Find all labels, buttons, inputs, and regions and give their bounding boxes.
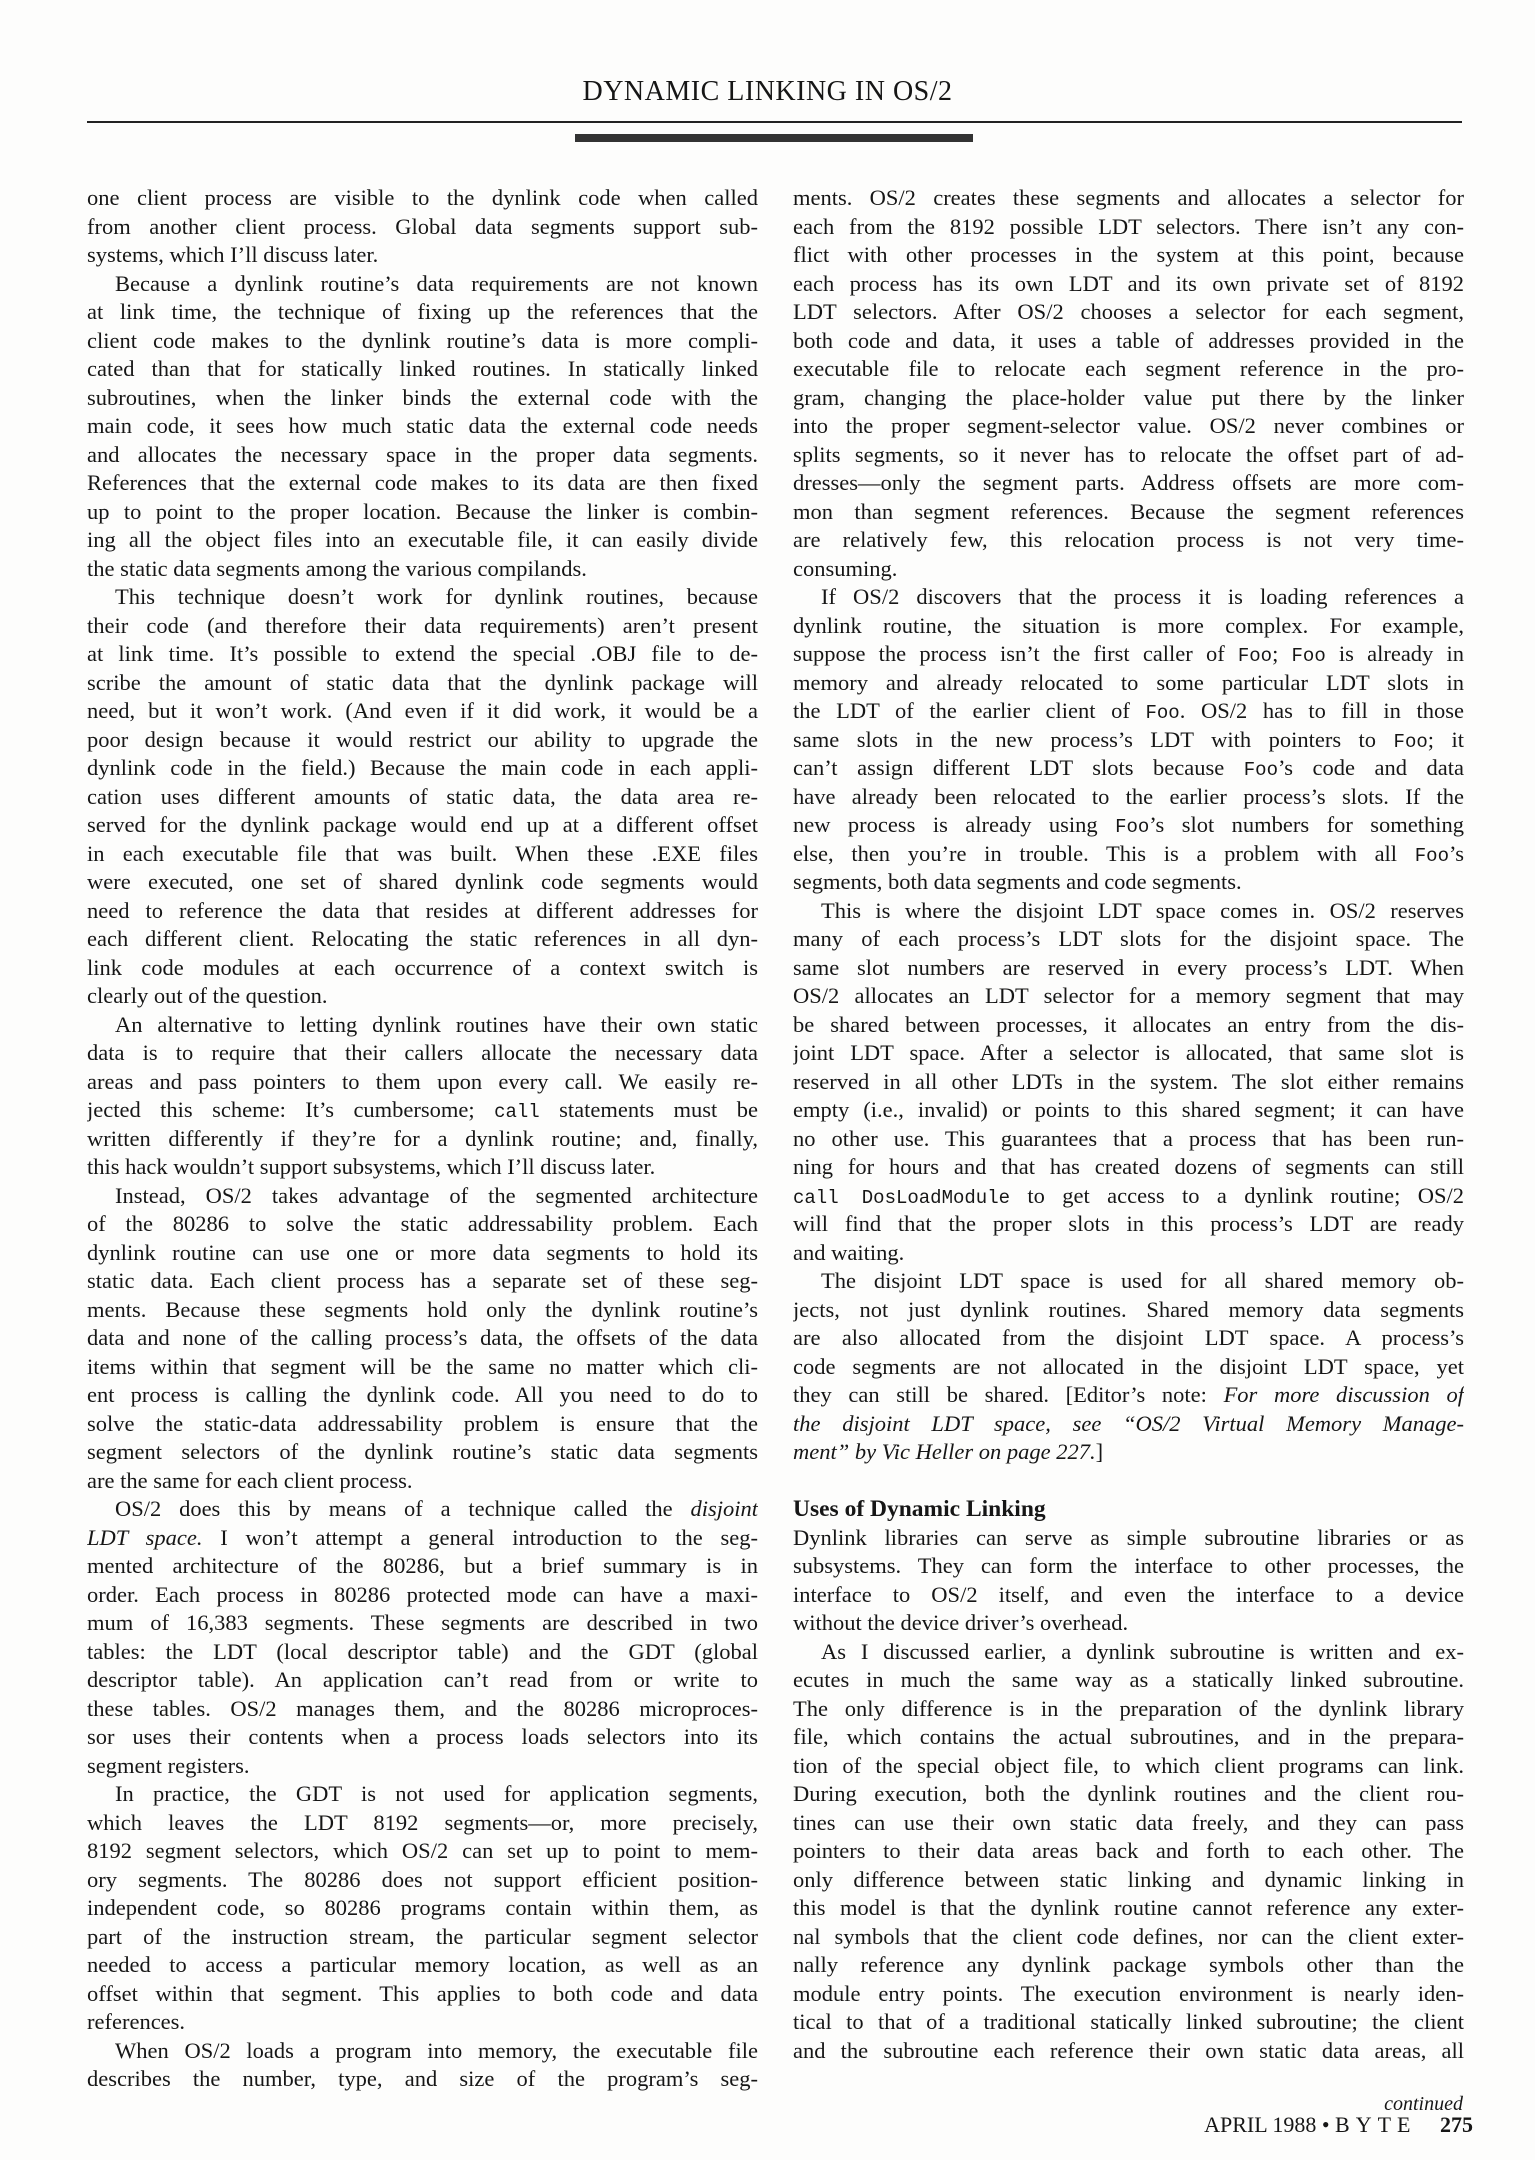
text-line: only difference between static linking and dynamic linking in (793, 1866, 1464, 1892)
text-line: nally reference any dynlink package symbols other than the (793, 1952, 1464, 1977)
italic-text: ment” by Vic Heller on page 227. (793, 1439, 1096, 1464)
text-span: same slots in the new process’s LDT with pointers to (793, 726, 1394, 752)
text-line: were executed, one set of shared dynlink code segments would (87, 869, 758, 894)
text-line: and the subroutine each reference their own static data areas, all (793, 2037, 1464, 2063)
paragraph (87, 184, 758, 270)
text-line: systems, which I’ll discuss later. (87, 242, 379, 267)
text-line: The disjoint LDT space is used for all shared memory ob- (821, 1268, 1464, 1293)
text-line: client code makes to the dynlink routine’s data is more compli- (87, 327, 758, 353)
text-line (793, 640, 1464, 669)
text-line: describes the number, type, and size of the program’s seg- (87, 2066, 758, 2091)
article-column-right (793, 184, 1464, 2065)
text-line: During execution, both the dynlink routines and the client rou- (793, 1781, 1464, 1806)
text-line: their code (and therefore their data requirements) aren’t present (87, 612, 758, 638)
paragraph (793, 184, 1464, 583)
text-line: file, which contains the actual subroutines, and in the prepara- (793, 1724, 1464, 1749)
text-line: If OS/2 discovers that the process it is loading references a (821, 584, 1464, 609)
text-line: ning for hours and that has created dozens of segments can still (793, 1154, 1464, 1179)
paragraph (87, 1182, 758, 1496)
text-line: nal symbols that the client code defines, nor can the client exter- (793, 1923, 1464, 1949)
footer-date: APRIL 1988 (1204, 2112, 1317, 2137)
section-heading: Uses of Dynamic Linking (793, 1495, 1046, 1522)
text-line (793, 726, 1464, 755)
code-text: call (494, 1101, 540, 1123)
text-line: ent process is calling the dynlink code. All you need to do to (87, 1382, 758, 1407)
text-line: This is where the disjoint LDT space comes in. OS/2 reserves (821, 897, 1464, 923)
footer-magazine: BYTE (1335, 2112, 1417, 2137)
text-line: jects, not just dynlink routines. Shared memory data segments (793, 1296, 1464, 1322)
text-span: ’s (1448, 840, 1464, 866)
text-line: needed to access a particular memory location, as well as an (87, 1952, 758, 1977)
text-line: segments, both data segments and code segments. (793, 869, 1242, 894)
text-line (793, 811, 1464, 840)
text-line: no other use. This guarantees that a process that has been run- (793, 1125, 1464, 1151)
text-line: items within that segment will be the same no matter which cli- (87, 1353, 758, 1379)
text-line: are the same for each client process. (87, 1467, 413, 1493)
text-line: scribe the amount of static data that the dynlink package will (87, 669, 758, 695)
page-footer (1204, 2112, 1473, 2138)
text-span: . OS/2 has to fill in those (1179, 698, 1464, 723)
text-line: each process has its own LDT and its own private set of 8192 (793, 270, 1464, 296)
text-line: have already been relocated to the earlier process’s slots. If the (793, 783, 1464, 809)
footer-bullet: • (1321, 2112, 1330, 2137)
text-line: at link time, the technique of fixing up the references that the (87, 299, 758, 324)
text-line: poor design because it would restrict our ability to upgrade the (87, 726, 758, 752)
text-line: static data. Each client process has a separate set of these seg- (87, 1268, 758, 1293)
text-line: cated than that for statically linked routines. In statically linked (87, 356, 758, 381)
text-line: independent code, so 80286 programs contain within them, as (87, 1895, 758, 1920)
text-line: sor uses their contents when a process loads selectors into its (87, 1724, 758, 1749)
text-line: dynlink routine can use one or more data segments to hold its (87, 1239, 758, 1265)
text-line: clearly out of the question. (87, 983, 328, 1008)
text-line: data is to require that their callers allocate the necessary data (87, 1040, 758, 1065)
text-line: LDT selectors. After OS/2 chooses a selector for each segment, (793, 299, 1464, 324)
text-span: can’t assign different LDT slots because (793, 755, 1244, 780)
text-line: be shared between processes, it allocates an entry from the dis- (793, 1011, 1464, 1037)
paragraph (87, 583, 758, 1011)
text-line: from another client process. Global data segments support sub- (87, 213, 758, 239)
code-text: Foo (1393, 730, 1428, 753)
text-line: dresses—only the segment parts. Address offsets are more com- (793, 470, 1464, 495)
text-line: tion of the special object file, to which client programs can link. (793, 1752, 1464, 1778)
text-span: statements must be (539, 1097, 758, 1122)
text-span: OS/2 does this by means of a technique called the (115, 1496, 691, 1521)
italic-text: For more discussion of (1223, 1382, 1464, 1407)
text-line: pointers to their data areas back and forth to each other. The (793, 1838, 1464, 1863)
text-line: module entry points. The execution environment is nearly iden- (793, 1980, 1464, 2006)
code-text: Foo (1237, 645, 1273, 667)
running-head-title: DYNAMIC LINKING IN OS/2 (582, 76, 953, 107)
header-accent-bar (575, 134, 973, 142)
text-line (793, 1438, 1464, 1467)
paragraph (87, 1495, 758, 1780)
text-line: are also allocated from the disjoint LDT space. A process’s (793, 1325, 1464, 1350)
text-line (793, 1182, 1464, 1211)
paragraph (793, 1267, 1464, 1467)
text-line: Because a dynlink routine’s data requirements are not known (115, 270, 758, 296)
text-line: ments. Because these segments hold only the dynlink routine’s (87, 1296, 758, 1322)
text-line: Dynlink libraries can serve as simple subroutine libraries or as (793, 1524, 1464, 1550)
text-line: many of each process’s LDT slots for the disjoint space. The (793, 926, 1464, 951)
text-span: they can still be shared. [Editor’s note: (793, 1382, 1224, 1407)
text-line (87, 1495, 758, 1524)
text-line: served for the dynlink package would end up at a different offset (87, 812, 758, 837)
paragraph (87, 1011, 758, 1182)
code-text: Foo (1145, 702, 1180, 724)
text-line: this model is that the dynlink routine cannot reference any exter- (793, 1895, 1464, 1920)
text-line: into the proper segment-selector value. OS/2 never combines or (793, 413, 1464, 438)
text-line: tables: the LDT (local descriptor table) and the GDT (global (87, 1638, 758, 1664)
text-line: ory segments. The 80286 does not support efficient position- (87, 1866, 758, 1892)
paragraph (87, 2037, 758, 2094)
text-span: ] (1095, 1439, 1104, 1464)
text-span: the LDT of the earlier client of (793, 698, 1146, 723)
text-line (793, 754, 1464, 783)
text-line: ments. OS/2 creates these segments and allocates a selector for (793, 185, 1464, 210)
text-line: will find that the proper slots in this process’s LDT are ready (793, 1211, 1464, 1236)
text-line: main code, it sees how much static data the external code needs (87, 413, 758, 438)
text-line: need to reference the data that resides at different addresses for (87, 897, 758, 923)
text-line: each from the 8192 possible LDT selectors. There isn’t any con- (793, 213, 1464, 239)
code-text: Foo (1243, 759, 1278, 781)
text-line: order. Each process in 80286 protected mode can have a maxi- (87, 1581, 758, 1607)
text-line: without the device driver’s overhead. (793, 1610, 1129, 1635)
text-span: new process is already using (793, 812, 1116, 837)
text-line: segment selectors of the dynlink routine’s static data segments (87, 1439, 758, 1464)
text-line: flict with other processes in the system at this point, because (793, 242, 1464, 267)
paragraph (87, 1780, 758, 2037)
text-line: consuming. (793, 555, 898, 581)
text-line: need, but it won’t work. (And even if it did work, it would be a (87, 698, 758, 723)
italic-text: the disjoint LDT space, see “OS/2 Virtual Memory Manage- (793, 1410, 1464, 1436)
text-line: at link time. It’s possible to extend the special .OBJ file to de- (87, 641, 758, 666)
text-line (793, 1410, 1464, 1439)
text-span: else, then you’re in trouble. This is a problem with all (793, 840, 1415, 866)
text-line: executable file to relocate each segment reference in the pro- (793, 356, 1464, 381)
code-text: Foo (1115, 816, 1150, 838)
paragraph (793, 1638, 1464, 2066)
code-text: Foo (1414, 844, 1449, 867)
text-line: up to point to the proper location. Because the linker is combin- (87, 498, 758, 524)
text-span: suppose the process isn’t the first caller of (793, 641, 1238, 666)
text-span: to get access to a dynlink routine; OS/2 (1010, 1182, 1464, 1208)
text-line (87, 1096, 758, 1125)
text-span: ; (1272, 641, 1292, 666)
text-line: When OS/2 loads a program into memory, the executable file (115, 2037, 758, 2063)
text-line: same slot numbers are reserved in every process’s LDT. When (793, 954, 1464, 980)
text-line: and waiting. (793, 1239, 905, 1265)
text-line: segment registers. (87, 1752, 250, 1778)
paragraph (793, 1524, 1464, 1638)
text-line (87, 1524, 758, 1553)
text-line: of the 80286 to solve the static addressability problem. Each (87, 1211, 758, 1236)
text-line: tical to that of a traditional statically linked subroutine; the client (793, 2009, 1464, 2034)
footer-page-number: 275 (1440, 2112, 1473, 2137)
text-line: References that the external code makes to its data are then fixed (87, 470, 758, 495)
text-line: subsystems. They can form the interface to other processes, the (793, 1553, 1464, 1578)
text-span: I won’t attempt a general introduction to the seg- (202, 1524, 758, 1550)
text-line: this hack wouldn’t support subsystems, which I’ll discuss later. (87, 1154, 656, 1179)
text-line: interface to OS/2 itself, and even the interface to a device (793, 1581, 1464, 1607)
text-line: An alternative to letting dynlink routines have their own static (115, 1011, 758, 1037)
paragraph (793, 583, 1464, 897)
text-line: cation uses different amounts of static data, the data area re- (87, 783, 758, 809)
paragraph (793, 897, 1464, 1268)
text-line: This technique doesn’t work for dynlink routines, because (115, 584, 758, 609)
text-line: solve the static-data addressability problem is ensure that the (87, 1410, 758, 1436)
text-line: reserved in all other LDTs in the system. The slot either remains (793, 1068, 1464, 1094)
text-line: The only difference is in the preparation of the dynlink library (793, 1695, 1464, 1721)
text-line: ing all the object files into an executable file, it can easily divide (87, 527, 758, 552)
text-line: one client process are visible to the dynlink code when called (87, 185, 758, 210)
text-line: data and none of the calling process’s data, the offsets of the data (87, 1325, 758, 1350)
article-column-left (87, 184, 758, 2094)
text-line: ecutes in much the same way as a statically linked subroutine. (793, 1667, 1464, 1692)
continued-note: continued (1384, 2093, 1463, 2115)
text-line: these tables. OS/2 manages them, and the 80286 microproces- (87, 1695, 758, 1721)
text-line: references. (87, 2009, 186, 2034)
text-line: code segments are not allocated in the disjoint LDT space, yet (793, 1353, 1464, 1379)
text-span: ’s code and data (1278, 755, 1464, 780)
text-line: in each executable file that was built. When these .EXE files (87, 840, 758, 866)
text-line: each different client. Relocating the static references in all dyn- (87, 926, 758, 951)
text-line: tines can use their own static data freely, and they can pass (793, 1809, 1464, 1835)
text-line: splits segments, so it never has to relocate the offset part of ad- (793, 441, 1464, 467)
text-line: 8192 segment selectors, which OS/2 can set up to point to mem- (87, 1838, 758, 1863)
italic-text: LDT space. (87, 1524, 203, 1550)
text-line: dynlink code in the field.) Because the main code in each appli- (87, 755, 758, 780)
text-line: link code modules at each occurrence of a context switch is (87, 954, 758, 980)
text-span: is already in (1325, 641, 1464, 666)
text-line: are relatively few, this relocation process is not very time- (793, 527, 1464, 552)
text-line: offset within that segment. This applies to both code and data (87, 1980, 758, 2006)
text-line: Instead, OS/2 takes advantage of the segmented architecture (115, 1182, 758, 1208)
text-line (793, 697, 1464, 726)
text-line: mum of 16,383 segments. These segments are described in two (87, 1610, 758, 1635)
paragraph (87, 270, 758, 584)
text-line: descriptor table). An application can’t read from or write to (87, 1667, 758, 1692)
text-line: empty (i.e., invalid) or points to this shared segment; it can have (793, 1097, 1464, 1122)
text-line: OS/2 allocates an LDT selector for a memory segment that may (793, 983, 1464, 1008)
code-text: Foo (1291, 645, 1326, 667)
text-line: As I discussed earlier, a dynlink subroutine is written and ex- (821, 1638, 1464, 1664)
text-line (793, 1381, 1464, 1410)
text-line: joint LDT space. After a selector is allocated, that same slot is (793, 1040, 1464, 1065)
text-line: part of the instruction stream, the particular segment selector (87, 1923, 758, 1949)
text-line: memory and already relocated to some particular LDT slots in (793, 669, 1464, 695)
italic-text: disjoint (690, 1496, 758, 1521)
text-line: and allocates the necessary space in the proper data segments. (87, 441, 758, 467)
code-text: call DosLoadModule (793, 1186, 1010, 1209)
text-line: dynlink routine, the situation is more complex. For example, (793, 612, 1464, 638)
text-line: both code and data, it uses a table of addresses provided in the (793, 327, 1464, 353)
text-line (793, 840, 1464, 869)
text-line: mon than segment references. Because the segment references (793, 498, 1464, 524)
text-span: jected this scheme: It’s cumbersome; (87, 1097, 495, 1122)
text-line: the static data segments among the various compilands. (87, 555, 587, 581)
text-line: mented architecture of the 80286, but a brief summary is in (87, 1553, 758, 1578)
text-line: subroutines, when the linker binds the external code with the (87, 384, 758, 410)
text-line: written differently if they’re for a dynlink routine; and, finally, (87, 1125, 758, 1151)
text-line: gram, changing the place-holder value put there by the linker (793, 384, 1464, 410)
text-line: areas and pass pointers to them upon every call. We easily re- (87, 1068, 758, 1094)
text-line: which leaves the LDT 8192 segments—or, more precisely, (87, 1809, 758, 1835)
header-rule (87, 121, 1462, 123)
text-span: ; it (1427, 726, 1464, 752)
text-line: In practice, the GDT is not used for application segments, (115, 1781, 758, 1806)
text-span: ’s slot numbers for something (1149, 812, 1464, 837)
